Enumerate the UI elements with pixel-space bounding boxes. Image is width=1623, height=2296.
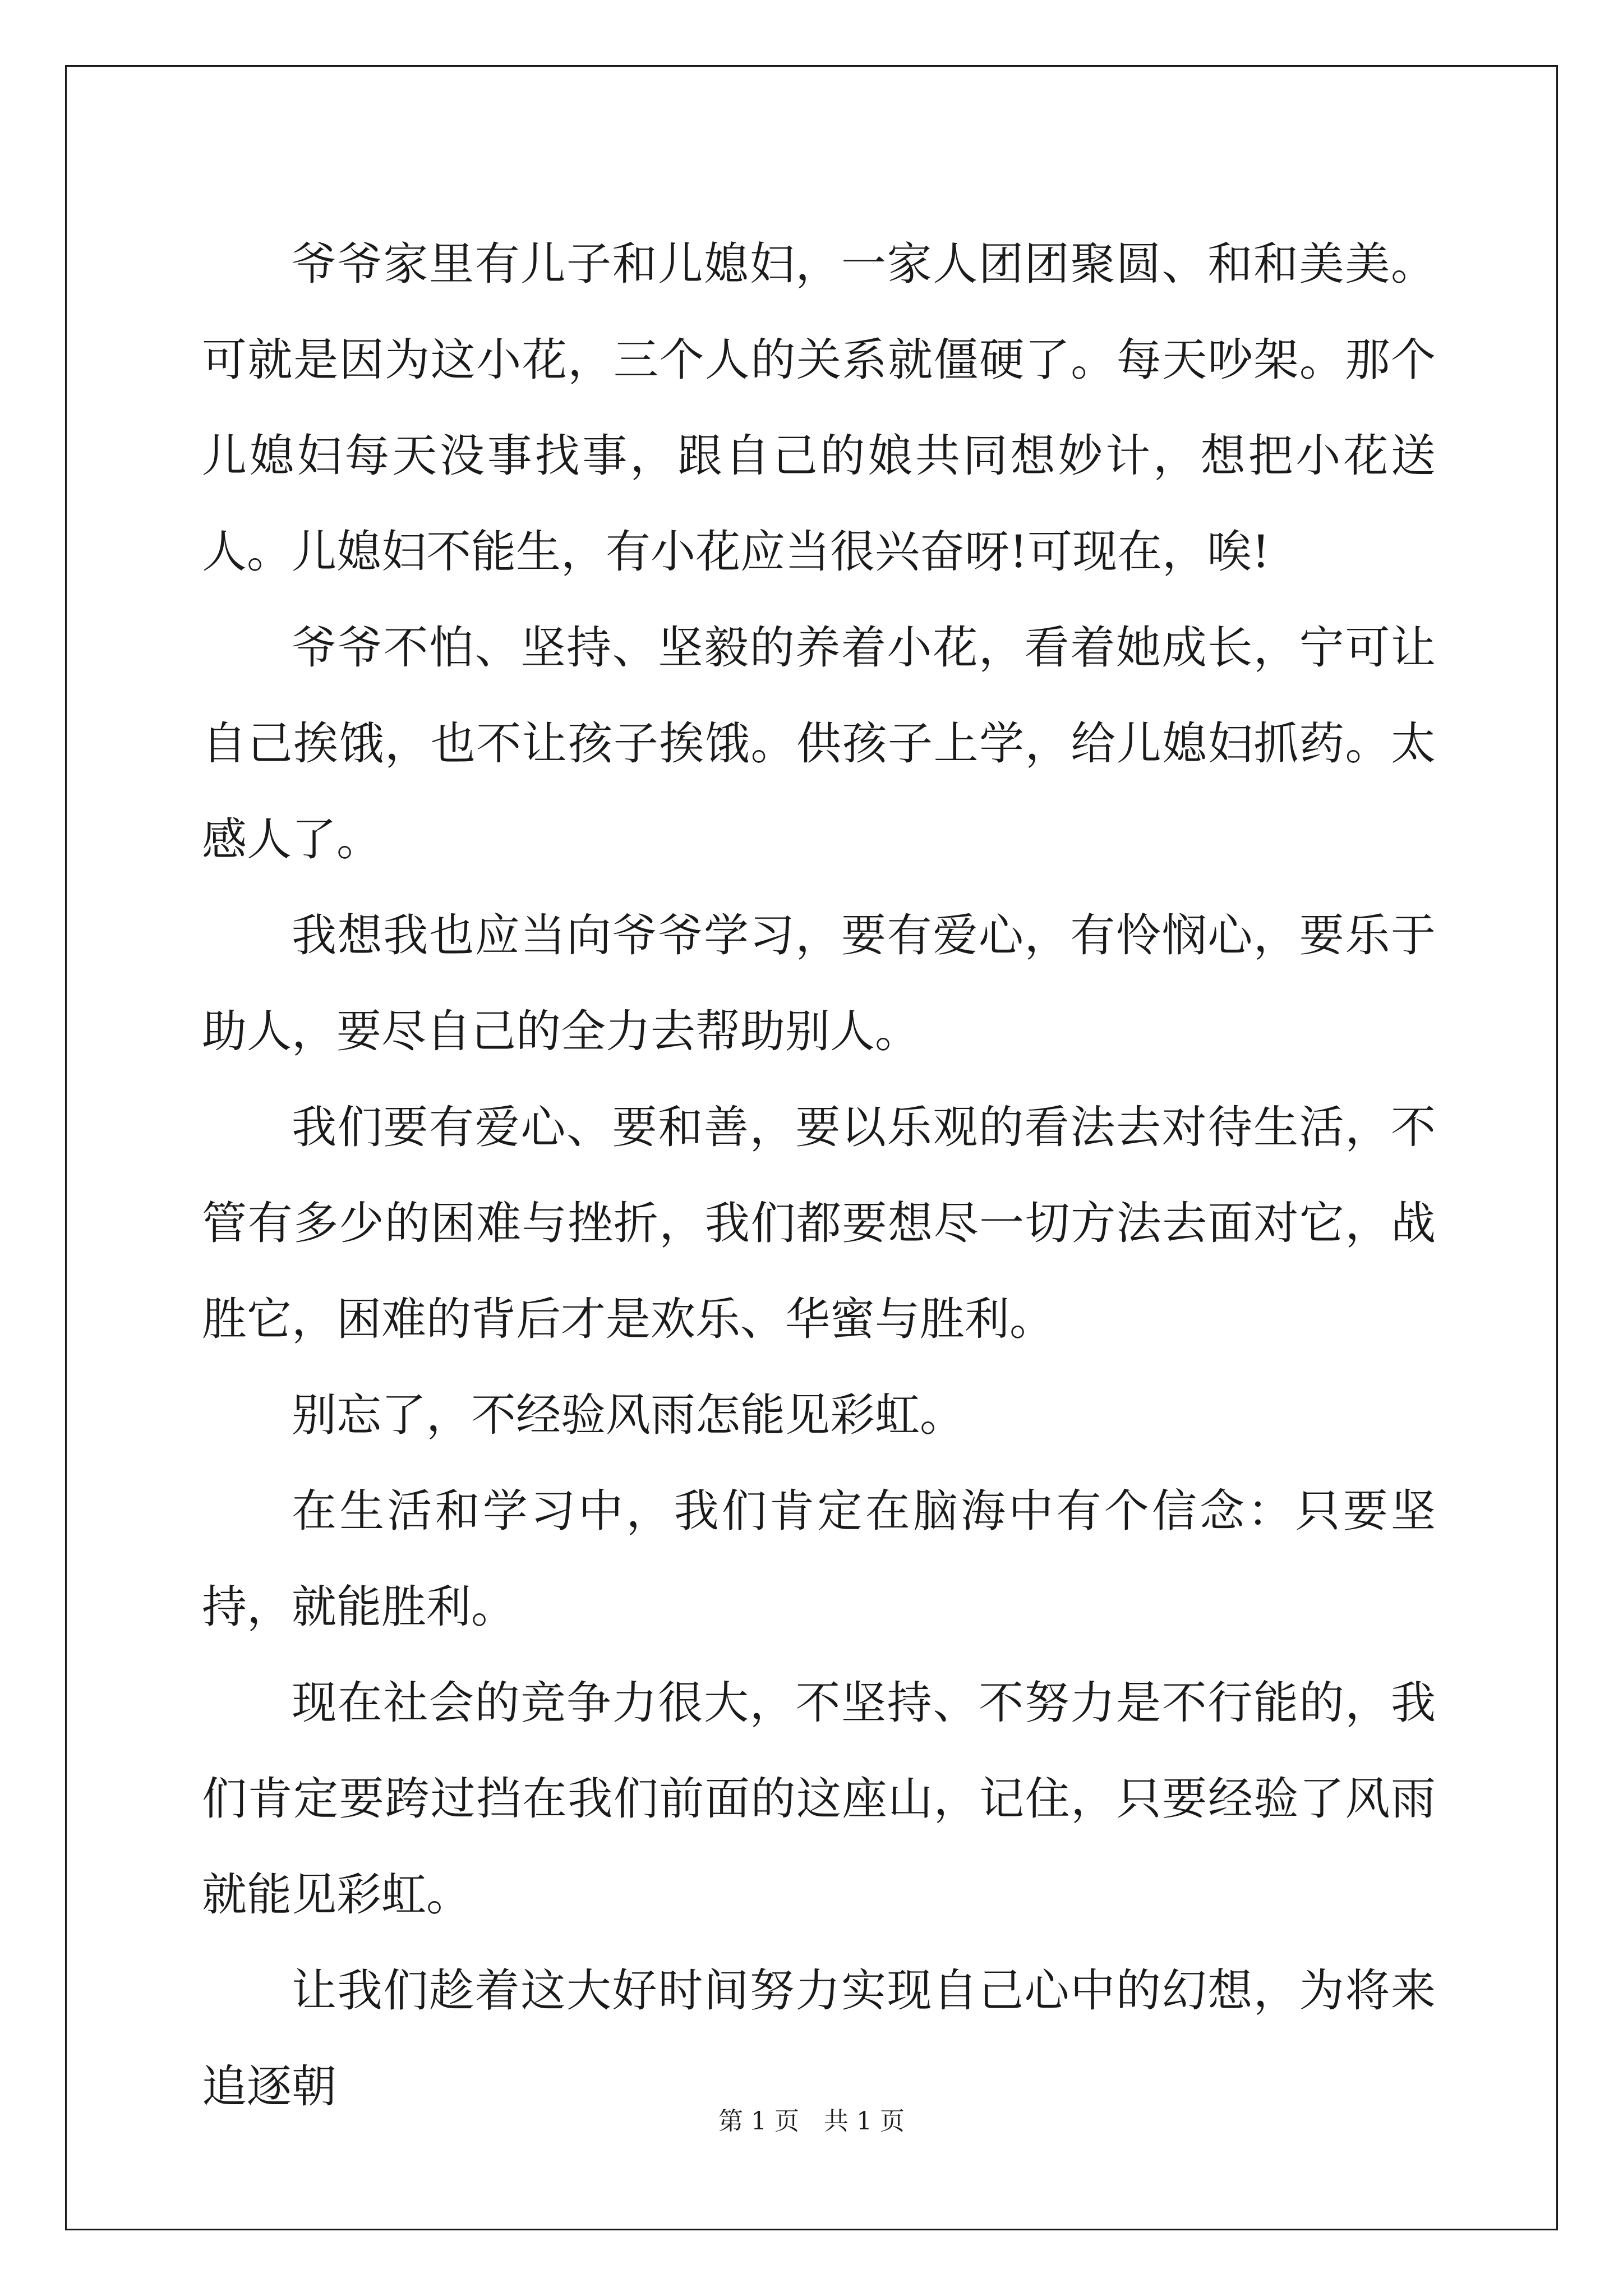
paragraph: 我想我也应当向爷爷学习，要有爱心，有怜悯心，要乐于助人，要尽自己的全力去帮助别人。 <box>202 909 1436 1057</box>
paragraph: 我们要有爱心、要和善，要以乐观的看法去对待生活，不管有多少的困难与挫折，我们都要想尽一切方法去面对它，战胜它，困难的背后才是欢乐、华蜜与胜利。 <box>202 1101 1436 1345</box>
paragraph: 在生活和学习中，我们肯定在脑海中有个信念：只要坚持，就能胜利。 <box>202 1485 1436 1633</box>
paragraph: 现在社会的竞争力很大，不坚持、不努力是不行能的，我们肯定要跨过挡在我们前面的这座山，记住，只要经验了风雨就能见彩虹。 <box>202 1677 1436 1921</box>
paragraph: 爷爷不怕、坚持、坚毅的养着小花，看着她成长，宁可让自己挨饿，也不让孩子挨饿。供孩子上学，给儿媳妇抓药。太感人了。 <box>202 622 1436 866</box>
paragraph: 让我们趁着这大好时间努力实现自己心中的幻想，为将来追逐朝 <box>202 1964 1436 2113</box>
paragraph: 爷爷家里有儿子和儿媳妇，一家人团团聚圆、和和美美。可就是因为这小花，三个人的关系就僵硬了。每天吵架。那个儿媳妇每天没事找事，跟自己的娘共同想妙计，想把小花送人。儿媳妇不能生，有小花应当很兴奋呀!可现在，唉! <box>202 238 1436 578</box>
document-body <box>202 216 1436 2134</box>
page-number-footer: 第 1 页 共 1 页 <box>718 2107 905 2136</box>
paragraph: 别忘了，不经验风雨怎能见彩虹。 <box>292 1389 965 1441</box>
